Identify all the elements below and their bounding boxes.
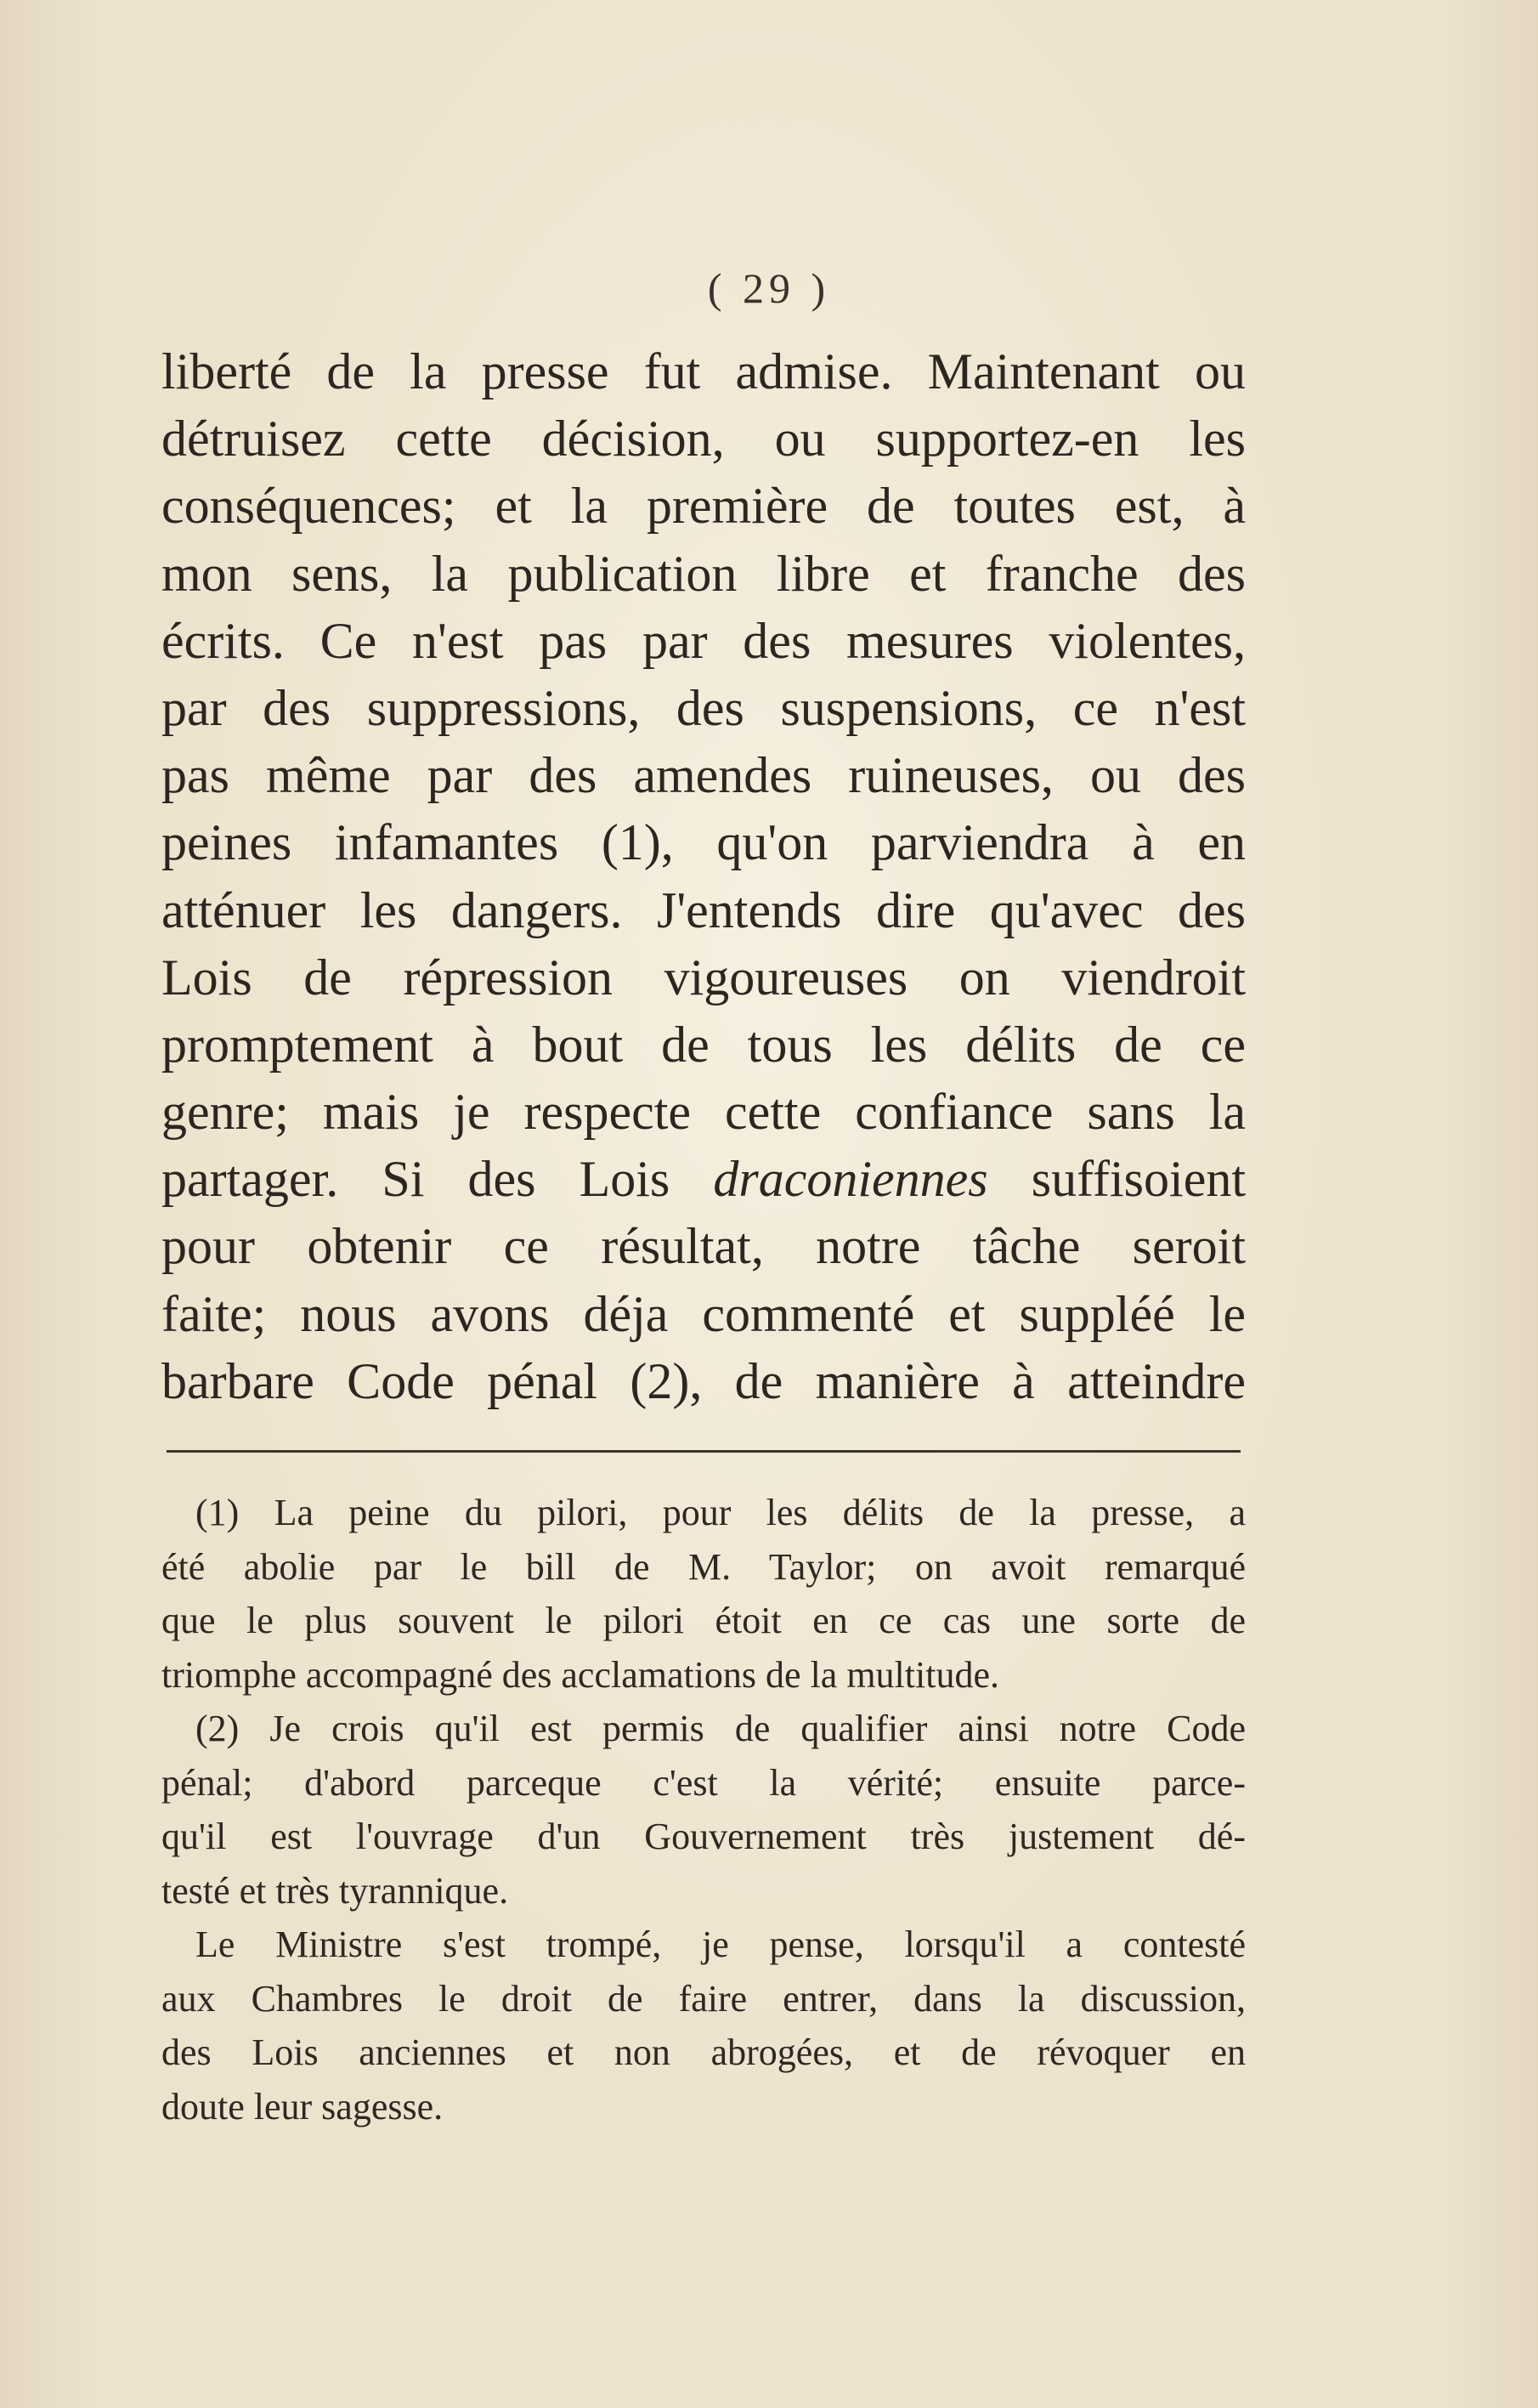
footnote-line: qu'il est l'ouvrage d'un Gouvernement très justement dé- xyxy=(161,1816,1246,1857)
footnote-line: doute leur sagesse. xyxy=(161,2085,444,2128)
main-text xyxy=(161,338,1246,1415)
text-line: barbare Code pénal (2), de manière à atteindre xyxy=(161,1352,1246,1409)
text-line: détruisez cette décision, ou supportez-en les xyxy=(161,411,1246,467)
text-line: pour obtenir ce résultat, notre tâche seroit xyxy=(161,1218,1246,1275)
footnote-line: (1) La peine du pilori, pour les délits de la presse, a xyxy=(195,1492,1246,1533)
footnote-line: des Lois anciennes et non abrogées, et de révoquer en xyxy=(161,2031,1246,2073)
text-line: peines infamantes (1), qu'on parviendra à en xyxy=(161,814,1246,871)
footnote-line: pénal; d'abord parceque c'est la vérité; ensuite parce- xyxy=(161,1761,1246,1804)
footnote-line: été abolie par le bill de M. Taylor; on avoit remarqué xyxy=(161,1545,1246,1588)
text-line: écrits. Ce n'est pas par des mesures violentes, xyxy=(161,612,1246,669)
footnote-line: testé et très tyrannique. xyxy=(161,1869,509,1912)
text-line: promptement à bout de tous les délits de ce xyxy=(161,1016,1246,1073)
text-line: pas même par des amendes ruineuses, ou des xyxy=(161,747,1246,804)
text-segment: partager. Si des Lois xyxy=(161,1151,714,1208)
footnote-line: Le Ministre s'est trompé, je pense, lorsqu'il a contesté xyxy=(195,1924,1246,1965)
page-number: ( 29 ) xyxy=(707,264,831,312)
text-line: par des suppressions, des suspensions, ce n'est xyxy=(161,679,1246,736)
text-segment: suffisoient xyxy=(987,1151,1246,1208)
text-line: conséquences; et la première de toutes est, à xyxy=(161,478,1246,535)
footnotes xyxy=(161,1486,1246,2133)
text-line: faite; nous avons déja commenté et suppléé le xyxy=(161,1285,1246,1342)
footnote-line: (2) Je crois qu'il est permis de qualifier ainsi notre Code xyxy=(195,1708,1246,1749)
footnote-line: que le plus souvent le pilori étoit en ce cas une sorte de xyxy=(161,1600,1246,1641)
text-line: liberté de la presse fut admise. Maintenant ou xyxy=(161,343,1246,399)
footnote-line: triomphe accompagné des acclamations de la multitude. xyxy=(161,1653,999,1696)
text-line: mon sens, la publication libre et franche des xyxy=(161,545,1246,602)
footnote-divider xyxy=(167,1450,1241,1453)
italic-word: draconiennes xyxy=(713,1151,988,1208)
text-line: atténuer les dangers. J'entends dire qu'avec des xyxy=(161,881,1246,938)
footnote-line: aux Chambres le droit de faire entrer, dans la discussion, xyxy=(161,1977,1246,2020)
text-line: genre; mais je respecte cette confiance sans la xyxy=(161,1084,1246,1141)
text-line: Lois de répression vigoureuses on viendroit xyxy=(161,949,1246,1006)
text-line-with-italic xyxy=(161,1146,1246,1213)
